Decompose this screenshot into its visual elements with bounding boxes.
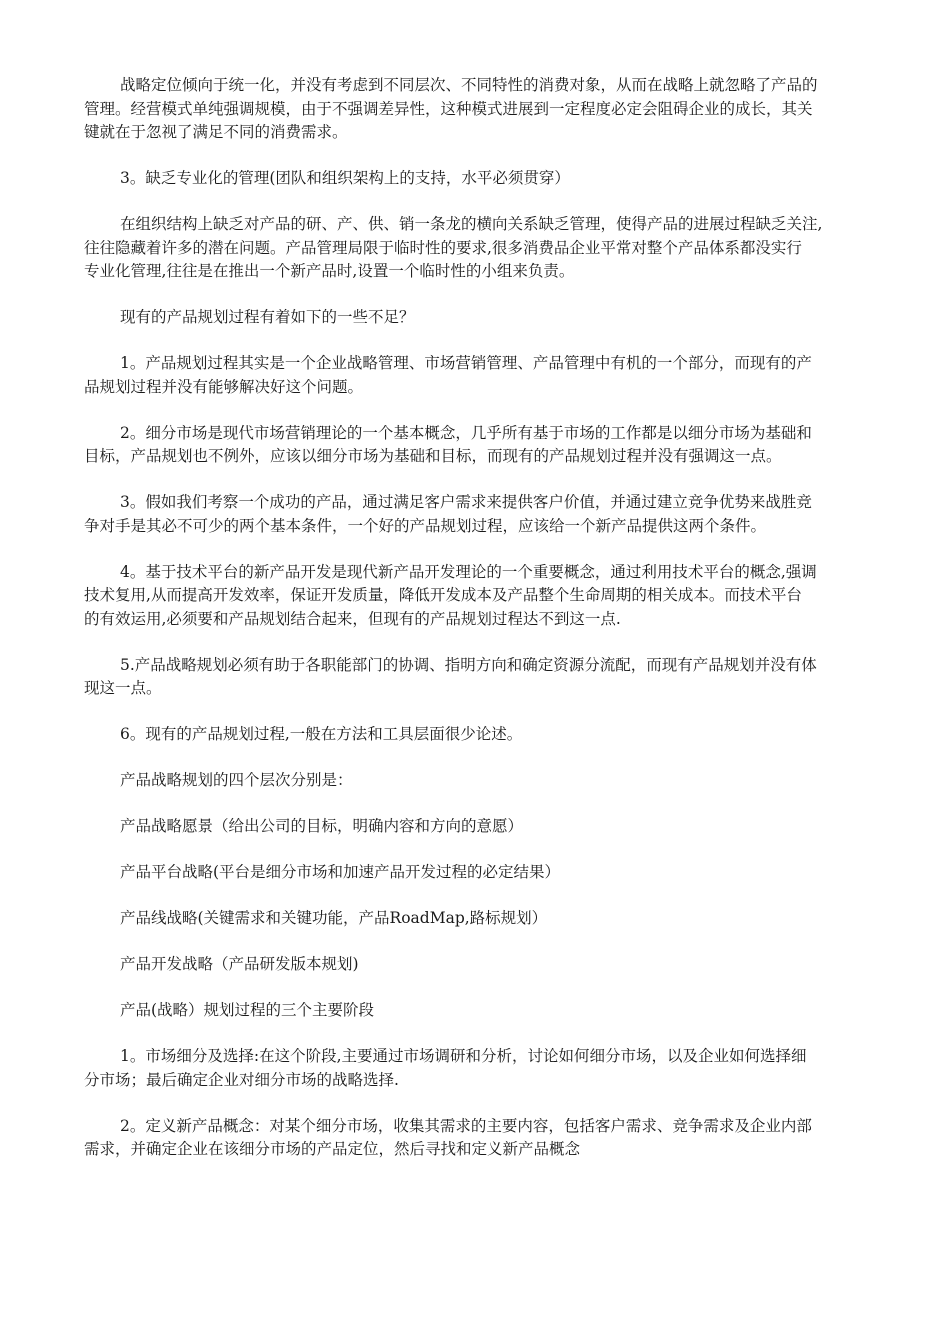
text-line: 3。缺乏专业化的管理(团队和组织架构上的支持，水平必须贯穿） [120, 169, 570, 187]
paragraph-p2 [84, 167, 884, 191]
paragraph-p6 [84, 422, 884, 469]
paragraph-p17 [84, 1045, 884, 1092]
text-line: 争对手是其必不可少的两个基本条件，一个好的产品规划过程，应该给一个新产品提供这两个条件。 [84, 516, 767, 535]
paragraph-p13 [84, 861, 884, 885]
text-line: 产品平台战略(平台是细分市场和加速产品开发过程的必定结果） [120, 863, 561, 881]
text-line: 1。市场细分及选择:在这个阶段,主要通过市场调研和分析，讨论如何细分市场，以及企业如何选择细 [120, 1047, 807, 1065]
text-line: 2。细分市场是现代市场营销理论的一个基本概念，几乎所有基于市场的工作都是以细分市场为基础和 [120, 423, 812, 442]
text-line: 的有效运用,必须要和产品规划结合起来，但现有的产品规划过程达不到这一点. [84, 609, 621, 628]
text-line: 战略定位倾向于统一化，并没有考虑到不同层次、不同特性的消费对象，从而在战略上就忽略了产品的 [120, 76, 818, 94]
paragraph-p1 [84, 74, 884, 145]
paragraph-p15 [84, 953, 884, 977]
text-line: 产品开发战略（产品研发版本规划) [120, 955, 359, 973]
text-line: 键就在于忽视了满足不同的消费需求。 [84, 123, 348, 141]
paragraph-p18 [84, 1115, 884, 1162]
paragraph-p11 [84, 769, 884, 793]
text-line: 5.产品战略规划必须有助于各职能部门的协调、指明方向和确定资源分流配，而现有产品规划并没有体 [120, 655, 817, 674]
text-line: 现这一点。 [84, 679, 162, 697]
paragraph-p9 [84, 654, 884, 701]
text-line: 产品战略规划的四个层次分别是： [120, 771, 353, 789]
text-line: 在组织结构上缺乏对产品的研、产、供、销一条龙的横向关系缺乏管理，使得产品的进展过程缺乏关注, [120, 215, 823, 233]
text-line: 产品(战略）规划过程的三个主要阶段 [120, 1001, 375, 1019]
text-line: 4。基于技术平台的新产品开发是现代新产品开发理论的一个重要概念，通过利用技术平台的概念,强调 [120, 562, 817, 581]
text-line: 现有的产品规划过程有着如下的一些不足？ [120, 308, 415, 326]
paragraph-p7 [84, 491, 884, 538]
text-line: 往往隐藏着许多的潜在问题。产品管理局限于临时性的要求,很多消费品企业平常对整个产品体系都没实行 [84, 238, 802, 257]
paragraph-p16 [84, 999, 884, 1023]
text-line: 专业化管理,往往是在推出一个新产品时,设置一个临时性的小组来负责。 [84, 262, 575, 280]
text-line: 产品战略愿景（给出公司的目标，明确内容和方向的意愿） [120, 817, 524, 835]
paragraph-p4 [84, 306, 884, 330]
text-line: 品规划过程并没有能够解决好这个问题。 [84, 377, 364, 396]
text-line: 需求，并确定企业在该细分市场的产品定位，然后寻找和定义新产品概念 [84, 1140, 581, 1158]
text-line: 产品线战略(关键需求和关键功能，产品RoadMap,路标规划） [120, 909, 548, 927]
text-line: 1。产品规划过程其实是一个企业战略管理、市场营销管理、产品管理中有机的一个部分，而现有的产 [120, 354, 812, 372]
paragraph-p3 [84, 213, 884, 284]
text-line: 目标，产品规划也不例外，应该以细分市场为基础和目标，而现有的产品规划过程并没有强调这一点。 [84, 447, 782, 465]
paragraph-p8 [84, 561, 884, 632]
text-line: 分市场；最后确定企业对细分市场的战略选择. [84, 1070, 399, 1089]
text-line: 3。假如我们考察一个成功的产品，通过满足客户需求来提供客户价值，并通过建立竞争优势来战胜竞 [120, 493, 812, 511]
paragraph-p12 [84, 815, 884, 839]
paragraph-p10 [84, 723, 884, 747]
text-line: 技术复用,从而提高开发效率，保证开发质量，降低开发成本及产品整个生命周期的相关成本。而技术平台 [84, 586, 802, 604]
document-body [84, 74, 884, 1184]
text-line: 管理。经营模式单纯强调规模，由于不强调差异性，这种模式进展到一定程度必定会阻碍企业的成长，其关 [84, 99, 813, 118]
text-line: 2。定义新产品概念：对某个细分市场，收集其需求的主要内容，包括客户需求、竞争需求及企业内部 [120, 1116, 812, 1135]
paragraph-p14 [84, 907, 884, 931]
paragraph-p5 [84, 352, 884, 399]
text-line: 6。现有的产品规划过程,一般在方法和工具层面很少论述。 [120, 725, 523, 743]
